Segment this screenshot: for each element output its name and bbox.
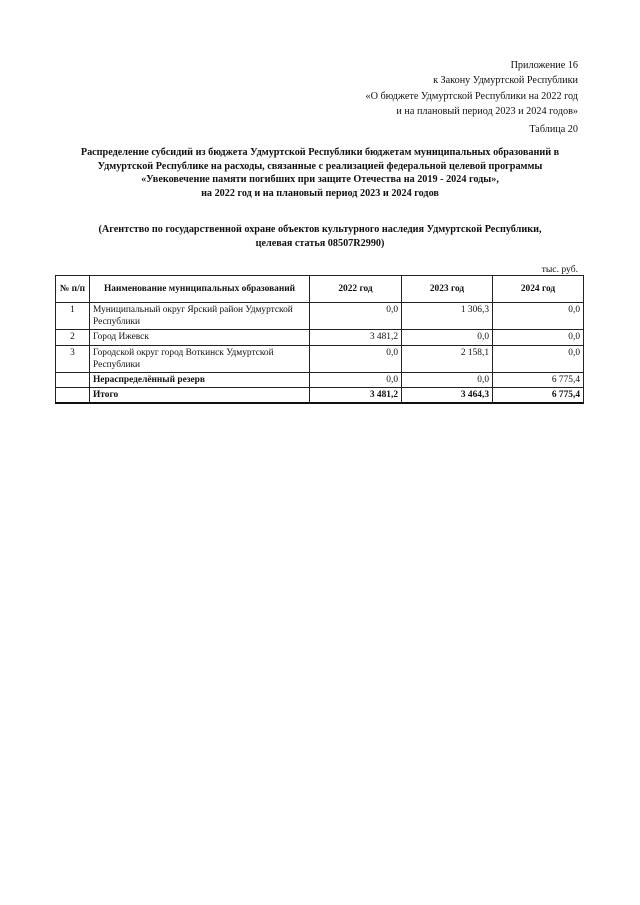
- row-2023: 0,0: [402, 330, 493, 345]
- annex-line-1: Приложение 16: [510, 60, 578, 71]
- row-2024: 6 775,4: [493, 373, 584, 388]
- annex-header: [366, 58, 579, 119]
- row-2022: 3 481,2: [310, 388, 402, 404]
- table-row-reserve: [56, 373, 584, 388]
- document-title: [58, 146, 582, 200]
- row-2023: 2 158,1: [402, 345, 493, 372]
- row-2022: 0,0: [310, 303, 402, 330]
- row-num: [56, 388, 90, 404]
- row-2024: 0,0: [493, 330, 584, 345]
- table-row: [56, 303, 584, 330]
- subsidy-table: [55, 275, 584, 404]
- row-2022: 0,0: [310, 345, 402, 372]
- row-2023: 3 464,3: [402, 388, 493, 404]
- row-num: 3: [56, 345, 90, 372]
- annex-line-3: «О бюджете Удмуртской Республики на 2022 год: [365, 90, 578, 102]
- title-line-1: Распределение субсидий из бюджета Удмуртской Республики бюджетам муниципальных образований в: [80, 147, 560, 158]
- table-row: [56, 345, 584, 372]
- table-row: [56, 330, 584, 345]
- row-num: 1: [56, 303, 90, 330]
- row-2024: 0,0: [493, 303, 584, 330]
- row-name: Нераспределённый резерв: [90, 373, 310, 388]
- row-num: 2: [56, 330, 90, 345]
- row-num: [56, 373, 90, 388]
- row-2023: 1 306,3: [402, 303, 493, 330]
- annex-line-4: и на плановый период 2023 и 2024 годов»: [396, 105, 578, 117]
- header-name: Наименование муниципальных образований: [90, 276, 310, 303]
- row-2022: 3 481,2: [310, 330, 402, 345]
- row-name: Город Ижевск: [90, 330, 310, 345]
- header-2024: 2024 год: [493, 276, 584, 303]
- units-label: тыс. руб.: [541, 264, 578, 275]
- table-label: Таблица 20: [529, 124, 578, 135]
- header-2022: 2022 год: [310, 276, 402, 303]
- row-2024: 0,0: [493, 345, 584, 372]
- table-row-total: [56, 388, 584, 404]
- title-line-4: на 2022 год и на плановый период 2023 и 2024 годов: [201, 187, 439, 199]
- row-name: Муниципальный округ Ярский район Удмуртской Республики: [90, 303, 310, 330]
- row-2024: 6 775,4: [493, 388, 584, 404]
- row-name: Городской округ город Воткинск Удмуртской Республики: [90, 345, 310, 372]
- table-header-row: [56, 276, 584, 303]
- row-name: Итого: [90, 388, 310, 404]
- row-2023: 0,0: [402, 373, 493, 388]
- header-num: № п/п: [56, 276, 90, 303]
- agency-line-1: (Агентство по государственной охране объектов культурного наследия Удмуртской Республики,: [98, 224, 542, 235]
- title-line-2: Удмуртской Республике на расходы, связанные с реализацией федеральной целевой программы: [97, 160, 543, 172]
- agency-subtitle: [58, 223, 582, 250]
- header-2023: 2023 год: [402, 276, 493, 303]
- title-line-3: «Увековечение памяти погибших при защите Отечества на 2019 - 2024 годы»,: [141, 174, 499, 186]
- row-2022: 0,0: [310, 373, 402, 388]
- annex-line-2: к Закону Удмуртской Республики: [433, 75, 578, 87]
- agency-line-2: целевая статья 08507R2990): [255, 237, 385, 249]
